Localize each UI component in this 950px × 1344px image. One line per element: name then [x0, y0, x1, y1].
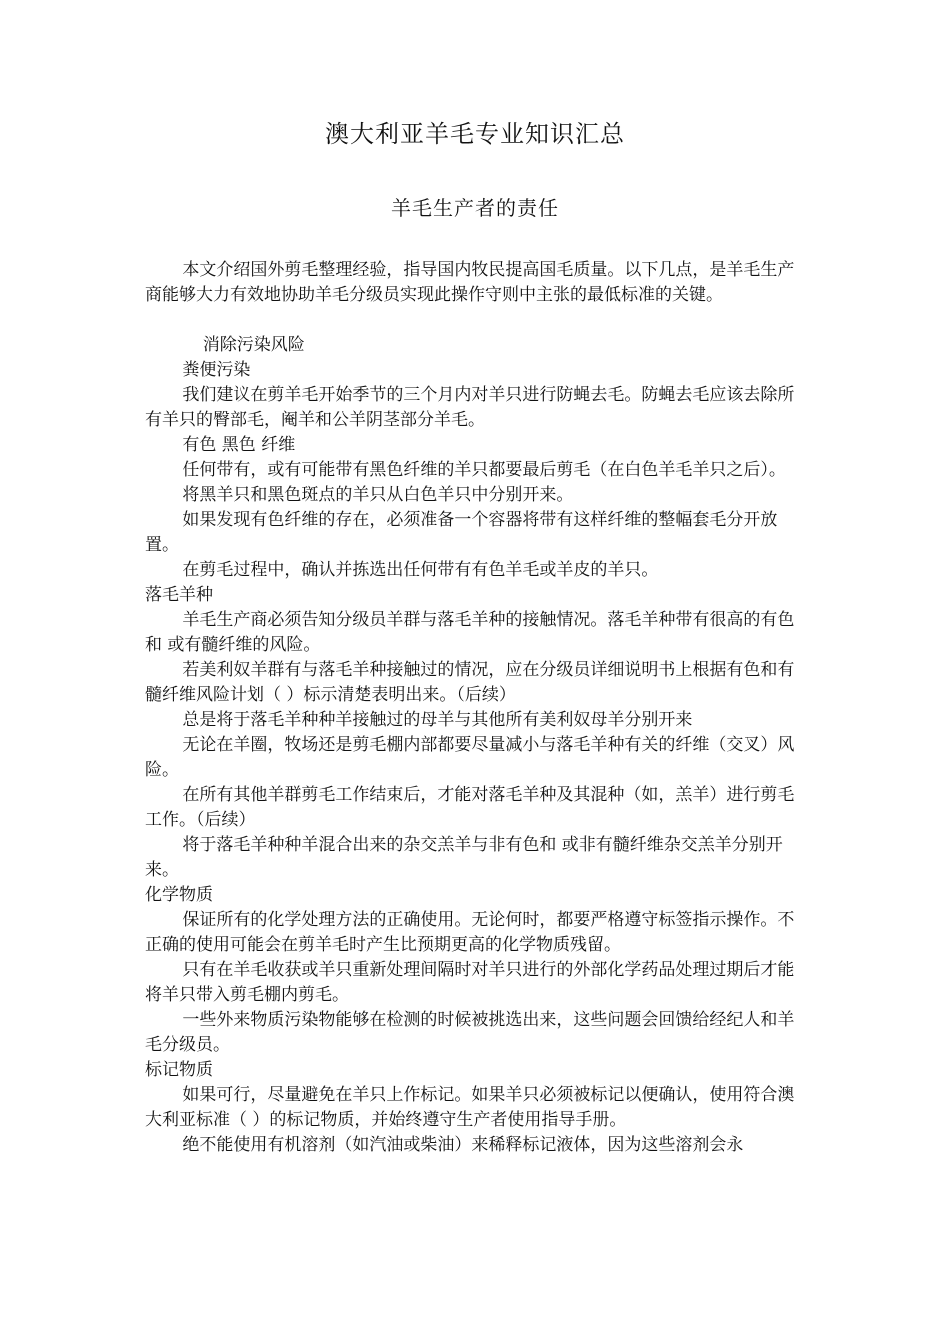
subheading-breed: 落毛羊种	[145, 585, 213, 605]
paragraph-marking-2: 绝不能使用有机溶剂（如汽油或柴油）来稀释标记液体，因为这些溶剂会永	[182, 1135, 744, 1155]
paragraph-colour-2: 将黑羊只和黑色斑点的羊只从白色羊只中分别开来。	[182, 485, 574, 505]
intro-paragraph: 本文介绍国外剪毛整理经验，指导国内牧民提高国毛质量。以下几点，是羊毛生产商能够大力有效地协助羊毛分级员实现此操作守则中主张的最低标准的关键。	[145, 260, 795, 305]
section-heading-risk: 消除污染风险	[202, 335, 305, 355]
document-body	[145, 258, 810, 1158]
paragraph-breed-6: 将于落毛羊种种羊混合出来的杂交羔羊与非有色和 或非有髓纤维杂交羔羊分别开来。	[145, 835, 783, 880]
subheading-colour: 有色 黑色 纤维	[182, 435, 296, 455]
paragraph-breed-4: 无论在羊圈，牧场还是剪毛棚内部都要尽量减小与落毛羊种有关的纤维（交叉）风险。	[145, 735, 795, 780]
subheading-feces: 粪便污染	[182, 360, 251, 380]
paragraph-breed-5: 在所有其他羊群剪毛工作结束后，才能对落毛羊种及其混种（如，羔羊）进行剪毛工作。（后续）	[145, 785, 795, 830]
paragraph-chemicals-1: 保证所有的化学处理方法的正确使用。无论何时，都要严格遵守标签指示操作。不正确的使用可能会在剪羊毛时产生比预期更高的化学物质残留。	[145, 910, 795, 955]
document-title: 澳大利亚羊毛专业知识汇总	[325, 120, 625, 148]
paragraph-breed-2: 若美利奴羊群有与落毛羊种接触过的情况，应在分级员详细说明书上根据有色和有髓纤维风险计划（ ）标示清楚表明出来。（后续）	[145, 660, 795, 705]
paragraph-chemicals-3: 一些外来物质污染物能够在检测的时候被挑选出来，这些问题会回馈给经纪人和羊毛分级员。	[145, 1010, 795, 1055]
document-subtitle: 羊毛生产者的责任	[391, 196, 559, 220]
paragraph-colour-3: 如果发现有色纤维的存在，必须准备一个容器将带有这样纤维的整幅套毛分开放置。	[145, 510, 778, 555]
paragraph-feces-1: 我们建议在剪羊毛开始季节的三个月内对羊只进行防蝇去毛。防蝇去毛应该去除所有羊只的臀部毛，阉羊和公羊阴茎部分羊毛。	[145, 385, 795, 430]
paragraph-breed-3: 总是将于落毛羊种种羊接触过的母羊与其他所有美利奴母羊分别开来	[182, 710, 693, 730]
paragraph-colour-1: 任何带有，或有可能带有黑色纤维的羊只都要最后剪毛（在白色羊毛羊只之后）。	[182, 460, 786, 480]
subheading-marking: 标记物质	[145, 1060, 213, 1080]
subheading-chemicals: 化学物质	[145, 885, 213, 905]
paragraph-colour-4: 在剪毛过程中，确认并拣选出任何带有有色羊毛或羊皮的羊只。	[182, 560, 659, 580]
paragraph-chemicals-2: 只有在羊毛收获或羊只重新处理间隔时对羊只进行的外部化学药品处理过期后才能将羊只带入剪毛棚内剪毛。	[145, 960, 795, 1005]
paragraph-marking-1: 如果可行，尽量避免在羊只上作标记。如果羊只必须被标记以便确认，使用符合澳大利亚标准（ ）的标记物质，并始终遵守生产者使用指导手册。	[145, 1085, 795, 1130]
paragraph-breed-1: 羊毛生产商必须告知分级员羊群与落毛羊种的接触情况。落毛羊种带有很高的有色和 或有髓纤维的风险。	[145, 610, 795, 655]
